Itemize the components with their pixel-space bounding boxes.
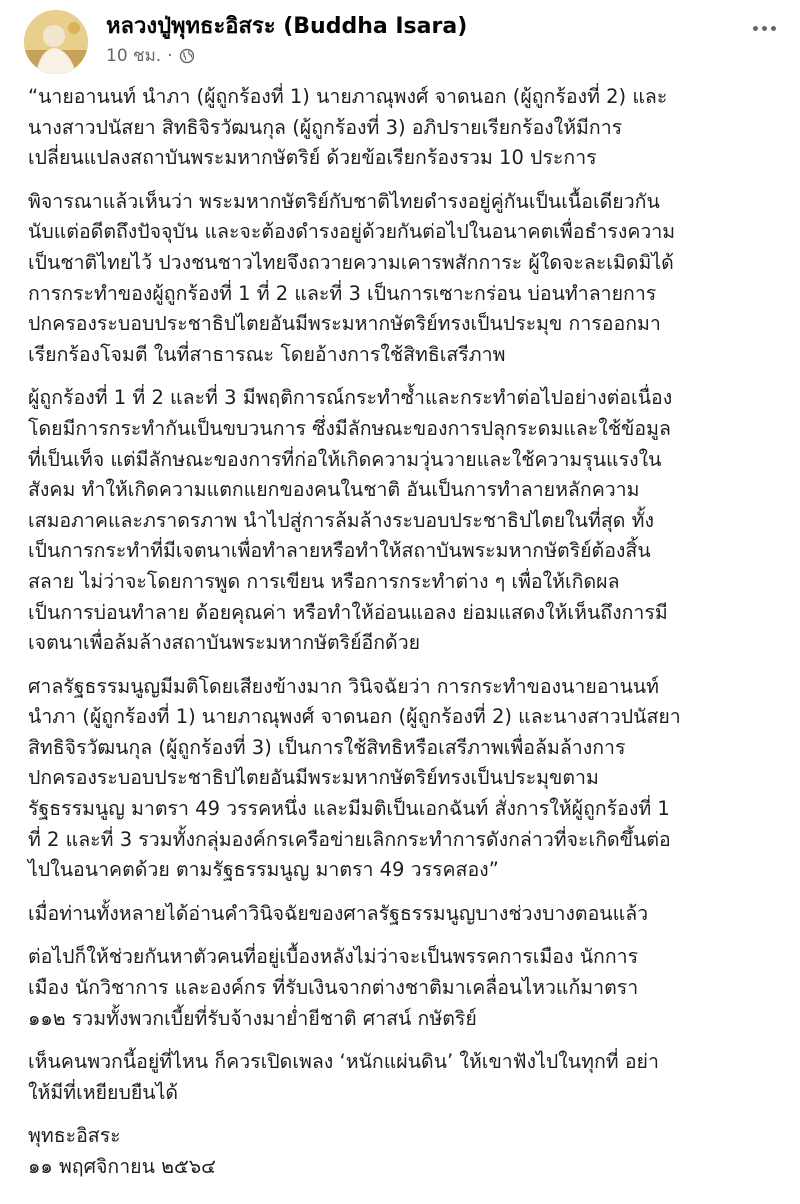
text-line: พิจารณาแล้วเห็นว่า พระมหากษัตริย์กับชาติไทยดำรงอยู่คู่กันเป็นเนื้อเดียวกัน [28, 189, 660, 213]
text-line: เป็นชาติไทยไว้ ปวงชนชาวไทยจึงถวายความเคารพสักการะ ผู้ใดจะละเมิดมิได้ [28, 250, 674, 274]
text-line: โดยมีการกระทำกันเป็นขบวนการ ซึ่งมีลักษณะของการปลุกระดมและใช้ข้อมูล [28, 416, 671, 440]
text-line: เสมอภาคและภราดรภาพ นำไปสู่การล้มล้างระบอบประชาธิปไตยในที่สุด ทั้ง [28, 508, 655, 532]
text-line: นางสาวปนัสยา สิทธิจิรวัฒนกุล (ผู้ถูกร้องที่ 3) อภิปรายเรียกร้องให้มีการ [28, 115, 623, 139]
paragraph-1 [28, 82, 780, 174]
text-line: ปกครองระบอบประชาธิปไตยอันมีพระมหากษัตริย์ทรงเป็นประมุข การออกมา [28, 312, 661, 336]
text-line: เมื่อท่านทั้งหลายได้อ่านคำวินิจฉัยของศาลรัฐธรรมนูญบางช่วงบางตอนแล้ว [28, 901, 649, 925]
globe-icon [179, 48, 195, 64]
text-line: เจตนาเพื่อล้มล้างสถาบันพระมหากษัตริย์อีกด้วย [28, 631, 421, 655]
post-body [28, 82, 780, 1196]
text-line: ให้มีที่เหยียบยืนได้ [28, 1080, 179, 1104]
meta-separator: · [167, 45, 173, 66]
text-line: นับแต่อดีตถึงปัจจุบัน และจะต้องดำรงอยู่ด้วยกันต่อไปในอนาคตเพื่อธำรงความ [28, 220, 676, 244]
paragraph-6 [28, 942, 780, 1034]
text-line: ที่เป็นเท็จ แต่มีลักษณะของการที่ก่อให้เกิดความวุ่นวายและใช้ความรุนแรงใน [28, 447, 662, 471]
signature [28, 1121, 780, 1182]
text-line: ที่ 2 และที่ 3 รวมทั้งกลุ่มองค์กรเครือข่ายเลิกกระทำการดังกล่าวที่จะเกิดขึ้นต่อ [28, 827, 671, 851]
dot [753, 26, 758, 31]
text-line: เปลี่ยนแปลงสถาบันพระมหากษัตริย์ ด้วยข้อเรียกร้องรวม 10 ประการ [28, 146, 597, 170]
paragraph-2 [28, 187, 780, 371]
text-line: ปกครองระบอบประชาธิปไตยอันมีพระมหากษัตริย์ทรงเป็นประมุขตาม [28, 766, 599, 790]
text-line: เป็นการบ่อนทำลาย ด้อยคุณค่า หรือทำให้อ่อนแอลง ย่อมแสดงให้เห็นถึงการมี [28, 600, 668, 624]
paragraph-4 [28, 672, 780, 886]
text-line: ศาลรัฐธรรมนูญมีมติโดยเสียงข้างมาก วินิจฉัยว่า การกระทำของนายอานนท์ [28, 674, 659, 698]
more-options-icon[interactable] [746, 16, 782, 40]
dot [771, 26, 776, 31]
text-line: เห็นคนพวกนี้อยู่ที่ไหน ก็ควรเปิดเพลง ‘หนักแผ่นดิน’ ให้เขาฟังไปในทุกที่ อย่า [28, 1050, 659, 1074]
text-line: สิทธิจิรวัฒนกุล (ผู้ถูกร้องที่ 3) เป็นการใช้สิทธิหรือเสรีภาพเพื่อล้มล้างการ [28, 735, 626, 759]
text-line: “นายอานนท์ นำภา (ผู้ถูกร้องที่ 1) นายภาณุพงศ์ จาดนอก (ผู้ถูกร้องที่ 2) และ [28, 85, 668, 108]
avatar-image [24, 10, 88, 74]
post-meta [106, 42, 195, 69]
post-header [14, 6, 786, 78]
text-line: ต่อไปก็ให้ช่วยกันหาตัวคนที่อยู่เบื้องหลังไม่ว่าจะเป็นพรรคการเมือง นักการ [28, 945, 639, 969]
paragraph-3 [28, 383, 780, 658]
avatar[interactable] [24, 10, 88, 74]
text-line: ๑๑๒ รวมทั้งพวกเบี้ยที่รับจ้างมาย่ำยีชาติ ศาสน์ กษัตริย์ [28, 1006, 477, 1030]
text-line: สลาย ไม่ว่าจะโดยการพูด การเขียน หรือการกระทำต่าง ๆ เพื่อให้เกิดผล [28, 569, 620, 593]
author-name[interactable]: หลวงปู่พุทธะอิสระ (Buddha Isara) [106, 14, 468, 39]
text-line: ไปในอนาคตด้วย ตามรัฐธรรมนูญ มาตรา 49 วรรคสอง” [28, 858, 499, 882]
signature-name: พุทธะอิสระ [28, 1124, 121, 1148]
dot [762, 26, 767, 31]
text-line: รัฐธรรมนูญ มาตรา 49 วรรคหนึ่ง และมีมติเป็นเอกฉันท์ สั่งการให้ผู้ถูกร้องที่ 1 [28, 797, 670, 821]
paragraph-5 [28, 899, 780, 930]
paragraph-7 [28, 1047, 780, 1108]
text-line: สังคม ทำให้เกิดความแตกแยกของคนในชาติ อันเป็นการทำลายหลักความ [28, 478, 640, 502]
text-line: เรียกร้องโจมตี ในที่สาธารณะ โดยอ้างการใช้สิทธิเสรีภาพ [28, 342, 506, 366]
signature-date: ๑๑ พฤศจิกายน ๒๕๖๔ [28, 1155, 216, 1178]
post-time[interactable]: 10 ชม. [106, 46, 162, 66]
text-line: การกระทำของผู้ถูกร้องที่ 1 ที่ 2 และที่ 3 เป็นการเซาะกร่อน บ่อนทำลายการ [28, 281, 657, 305]
text-line: เป็นการกระทำที่มีเจตนาเพื่อทำลายหรือทำให้สถาบันพระมหากษัตริย์ต้องสิ้น [28, 539, 651, 563]
text-line: เมือง นักวิชาการ และองค์กร ที่รับเงินจากต่างชาติมาเคลื่อนไหวแก้มาตรา [28, 976, 639, 1000]
text-line: นำภา (ผู้ถูกร้องที่ 1) นายภาณุพงศ์ จาดนอก (ผู้ถูกร้องที่ 2) และนางสาวปนัสยา [28, 705, 681, 729]
text-line: ผู้ถูกร้องที่ 1 ที่ 2 และที่ 3 มีพฤติการณ์กระทำซ้ำและกระทำต่อไปอย่างต่อเนื่อง [28, 386, 673, 410]
